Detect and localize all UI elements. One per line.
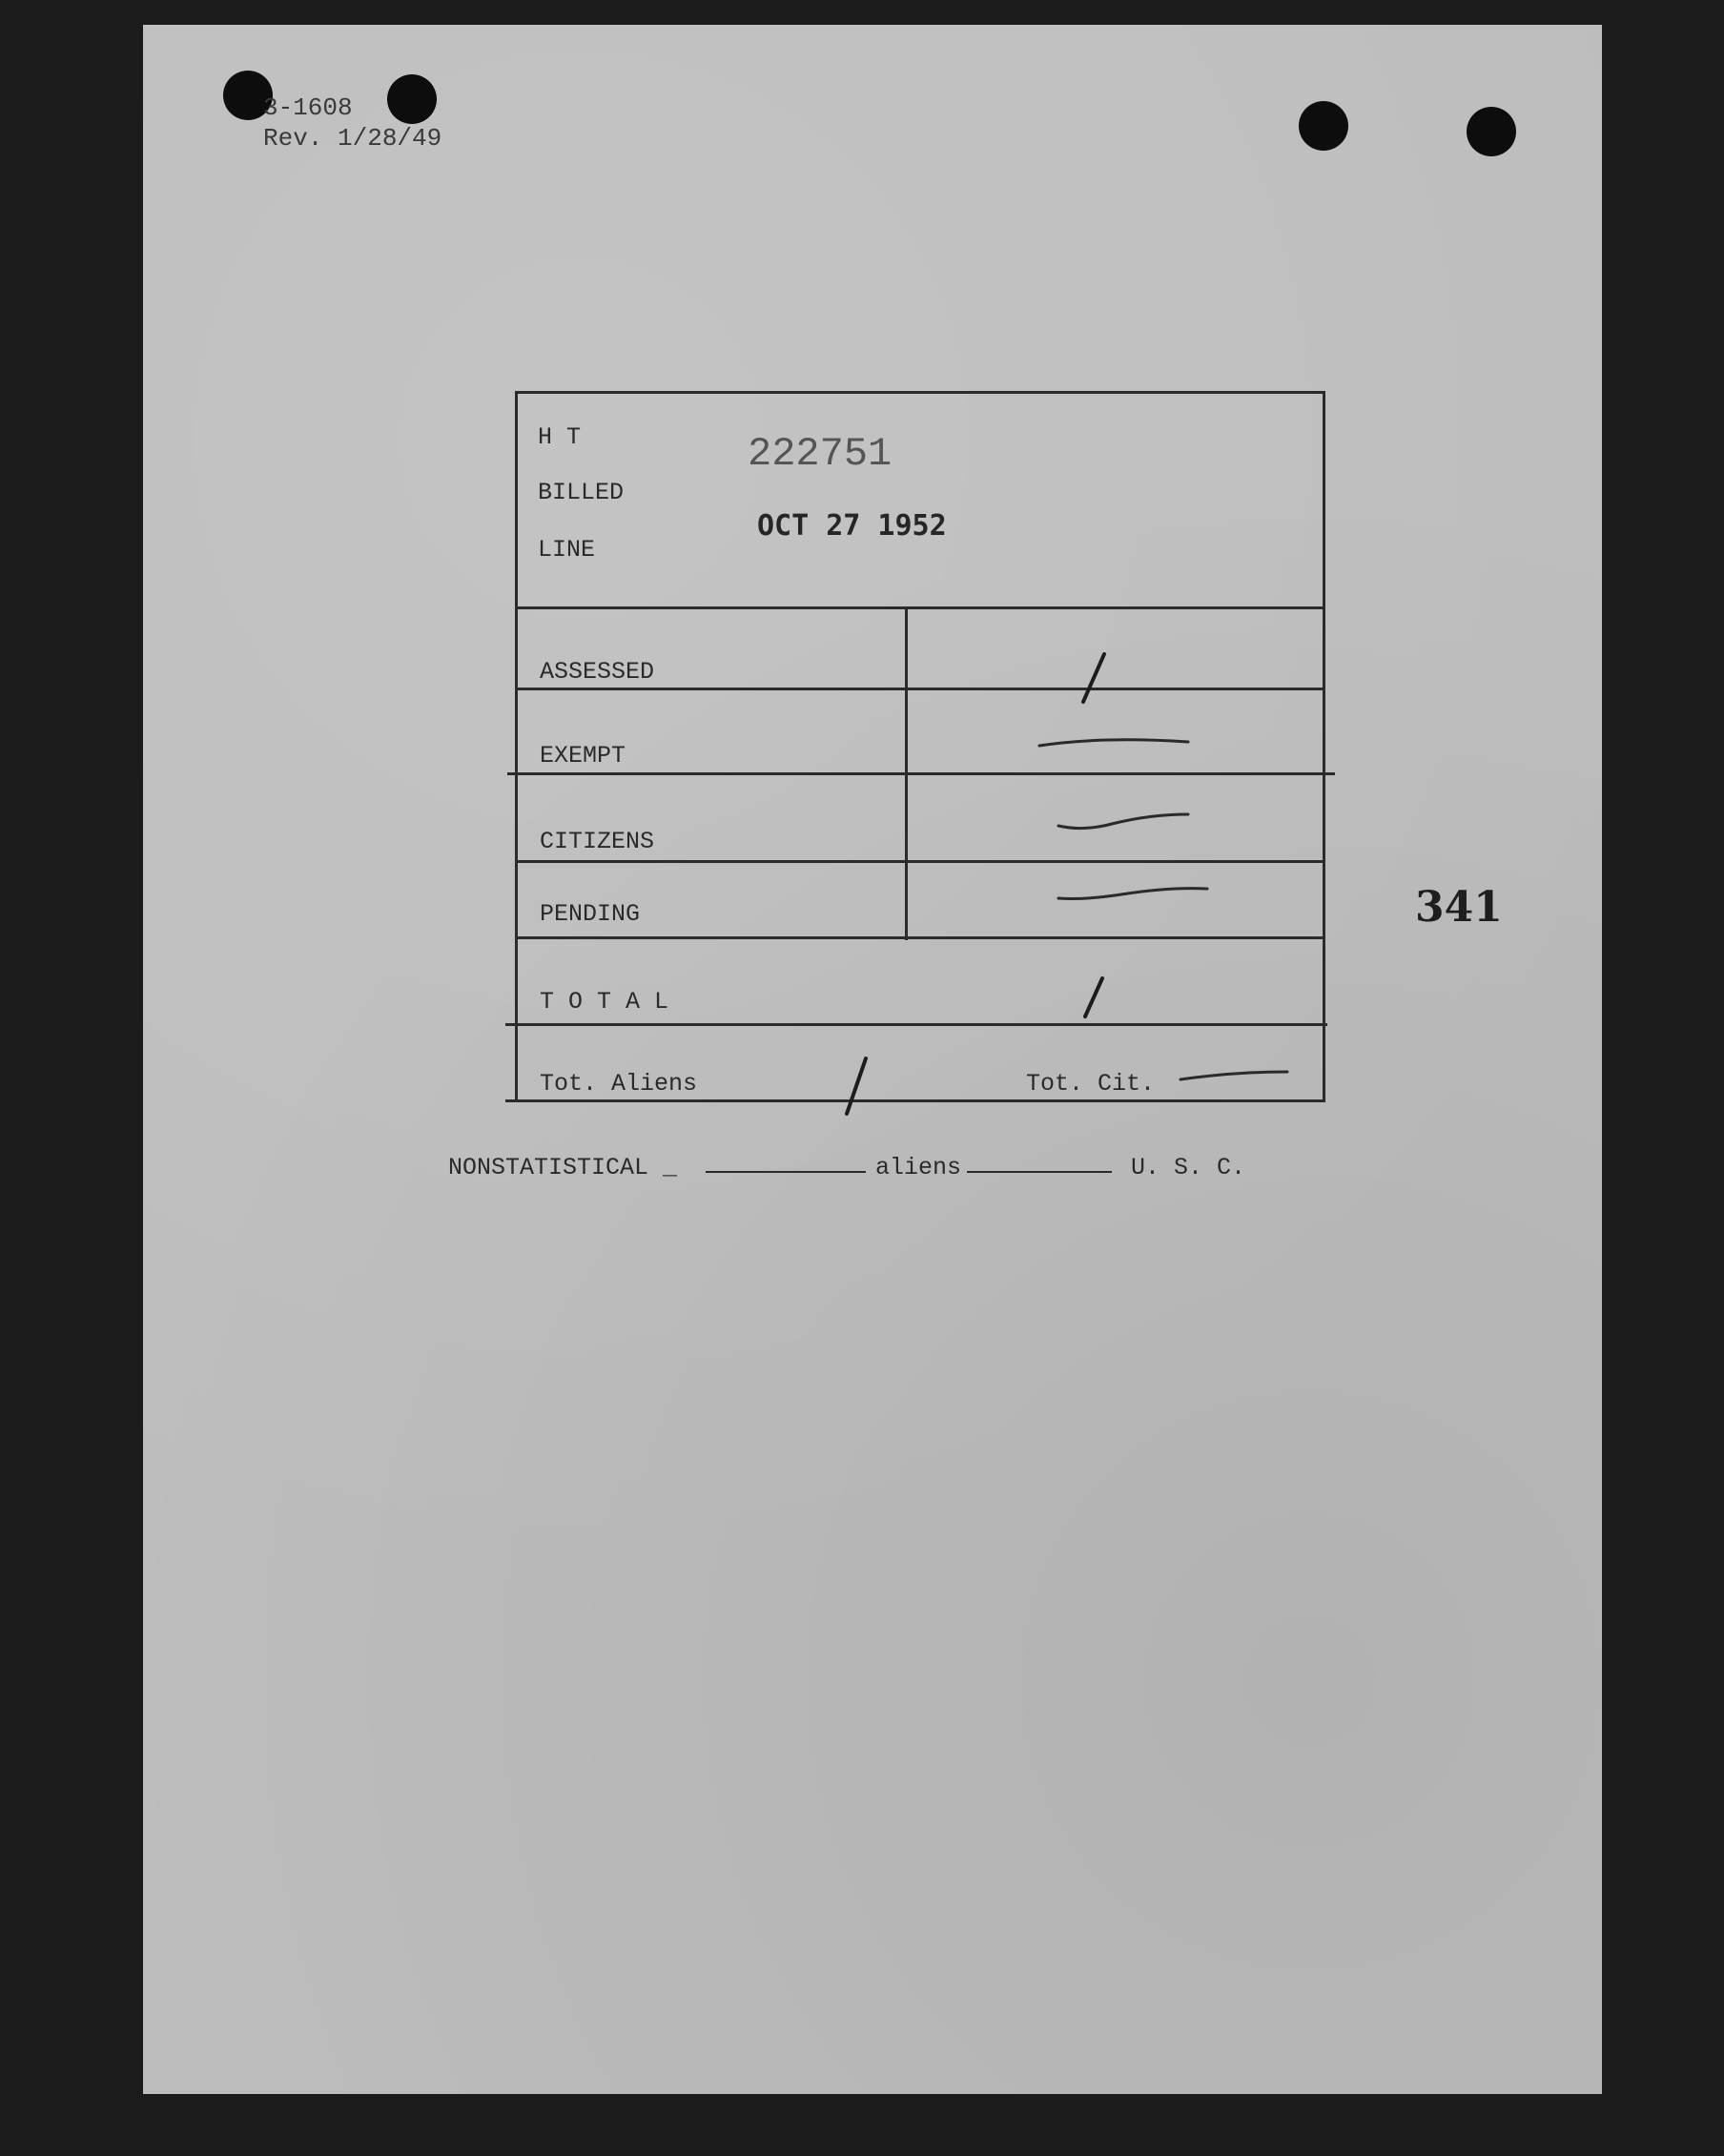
dash-mark	[1055, 803, 1198, 837]
box-bottom-border	[505, 1099, 1325, 1102]
assessed-label: ASSESSED	[540, 658, 655, 686]
aliens-blank-line	[706, 1171, 866, 1173]
punch-hole	[387, 74, 437, 124]
dash-mark	[1036, 732, 1207, 755]
page-number: 341	[1415, 883, 1503, 932]
citizens-label: CITIZENS	[540, 828, 655, 855]
row-rule-assessed	[515, 688, 1325, 690]
document-page	[143, 25, 1602, 2094]
billed-label: BILLED	[538, 479, 625, 506]
box-right-border	[1323, 391, 1325, 1102]
date-stamp: OCT 27 1952	[757, 509, 947, 543]
header-divider	[515, 606, 1325, 609]
row-rule-total	[505, 1023, 1327, 1026]
nonstatistical-label: NONSTATISTICAL _	[448, 1154, 678, 1181]
dash-mark	[1055, 877, 1217, 906]
pending-label: PENDING	[540, 900, 641, 928]
usc-blank-line	[967, 1171, 1112, 1173]
tally-slash-mark	[837, 1055, 875, 1121]
tally-slash-mark	[1074, 650, 1112, 708]
line-label: LINE	[538, 536, 596, 564]
ht-label: H T	[538, 423, 582, 451]
total-label: T O T A L	[540, 988, 669, 1016]
row-rule-pending	[515, 936, 1325, 939]
usc-label: U. S. C.	[1131, 1154, 1246, 1181]
row-rule-exempt	[507, 772, 1335, 775]
ht-number: 222751	[748, 431, 893, 477]
exempt-label: EXEMPT	[540, 742, 626, 770]
box-top-border	[515, 391, 1325, 394]
aliens-label: aliens	[875, 1154, 962, 1181]
tally-slash-mark	[1074, 975, 1112, 1022]
form-revision: Rev. 1/28/49	[263, 124, 442, 153]
tot-cit-label: Tot. Cit.	[1026, 1070, 1156, 1098]
tot-aliens-label: Tot. Aliens	[540, 1070, 698, 1098]
row-rule-citizens	[515, 860, 1325, 863]
dash-mark	[1177, 1064, 1291, 1087]
punch-hole	[1467, 107, 1516, 156]
punch-hole	[1299, 101, 1348, 151]
form-code: 3-1608	[263, 93, 353, 122]
box-left-border	[515, 391, 518, 1102]
